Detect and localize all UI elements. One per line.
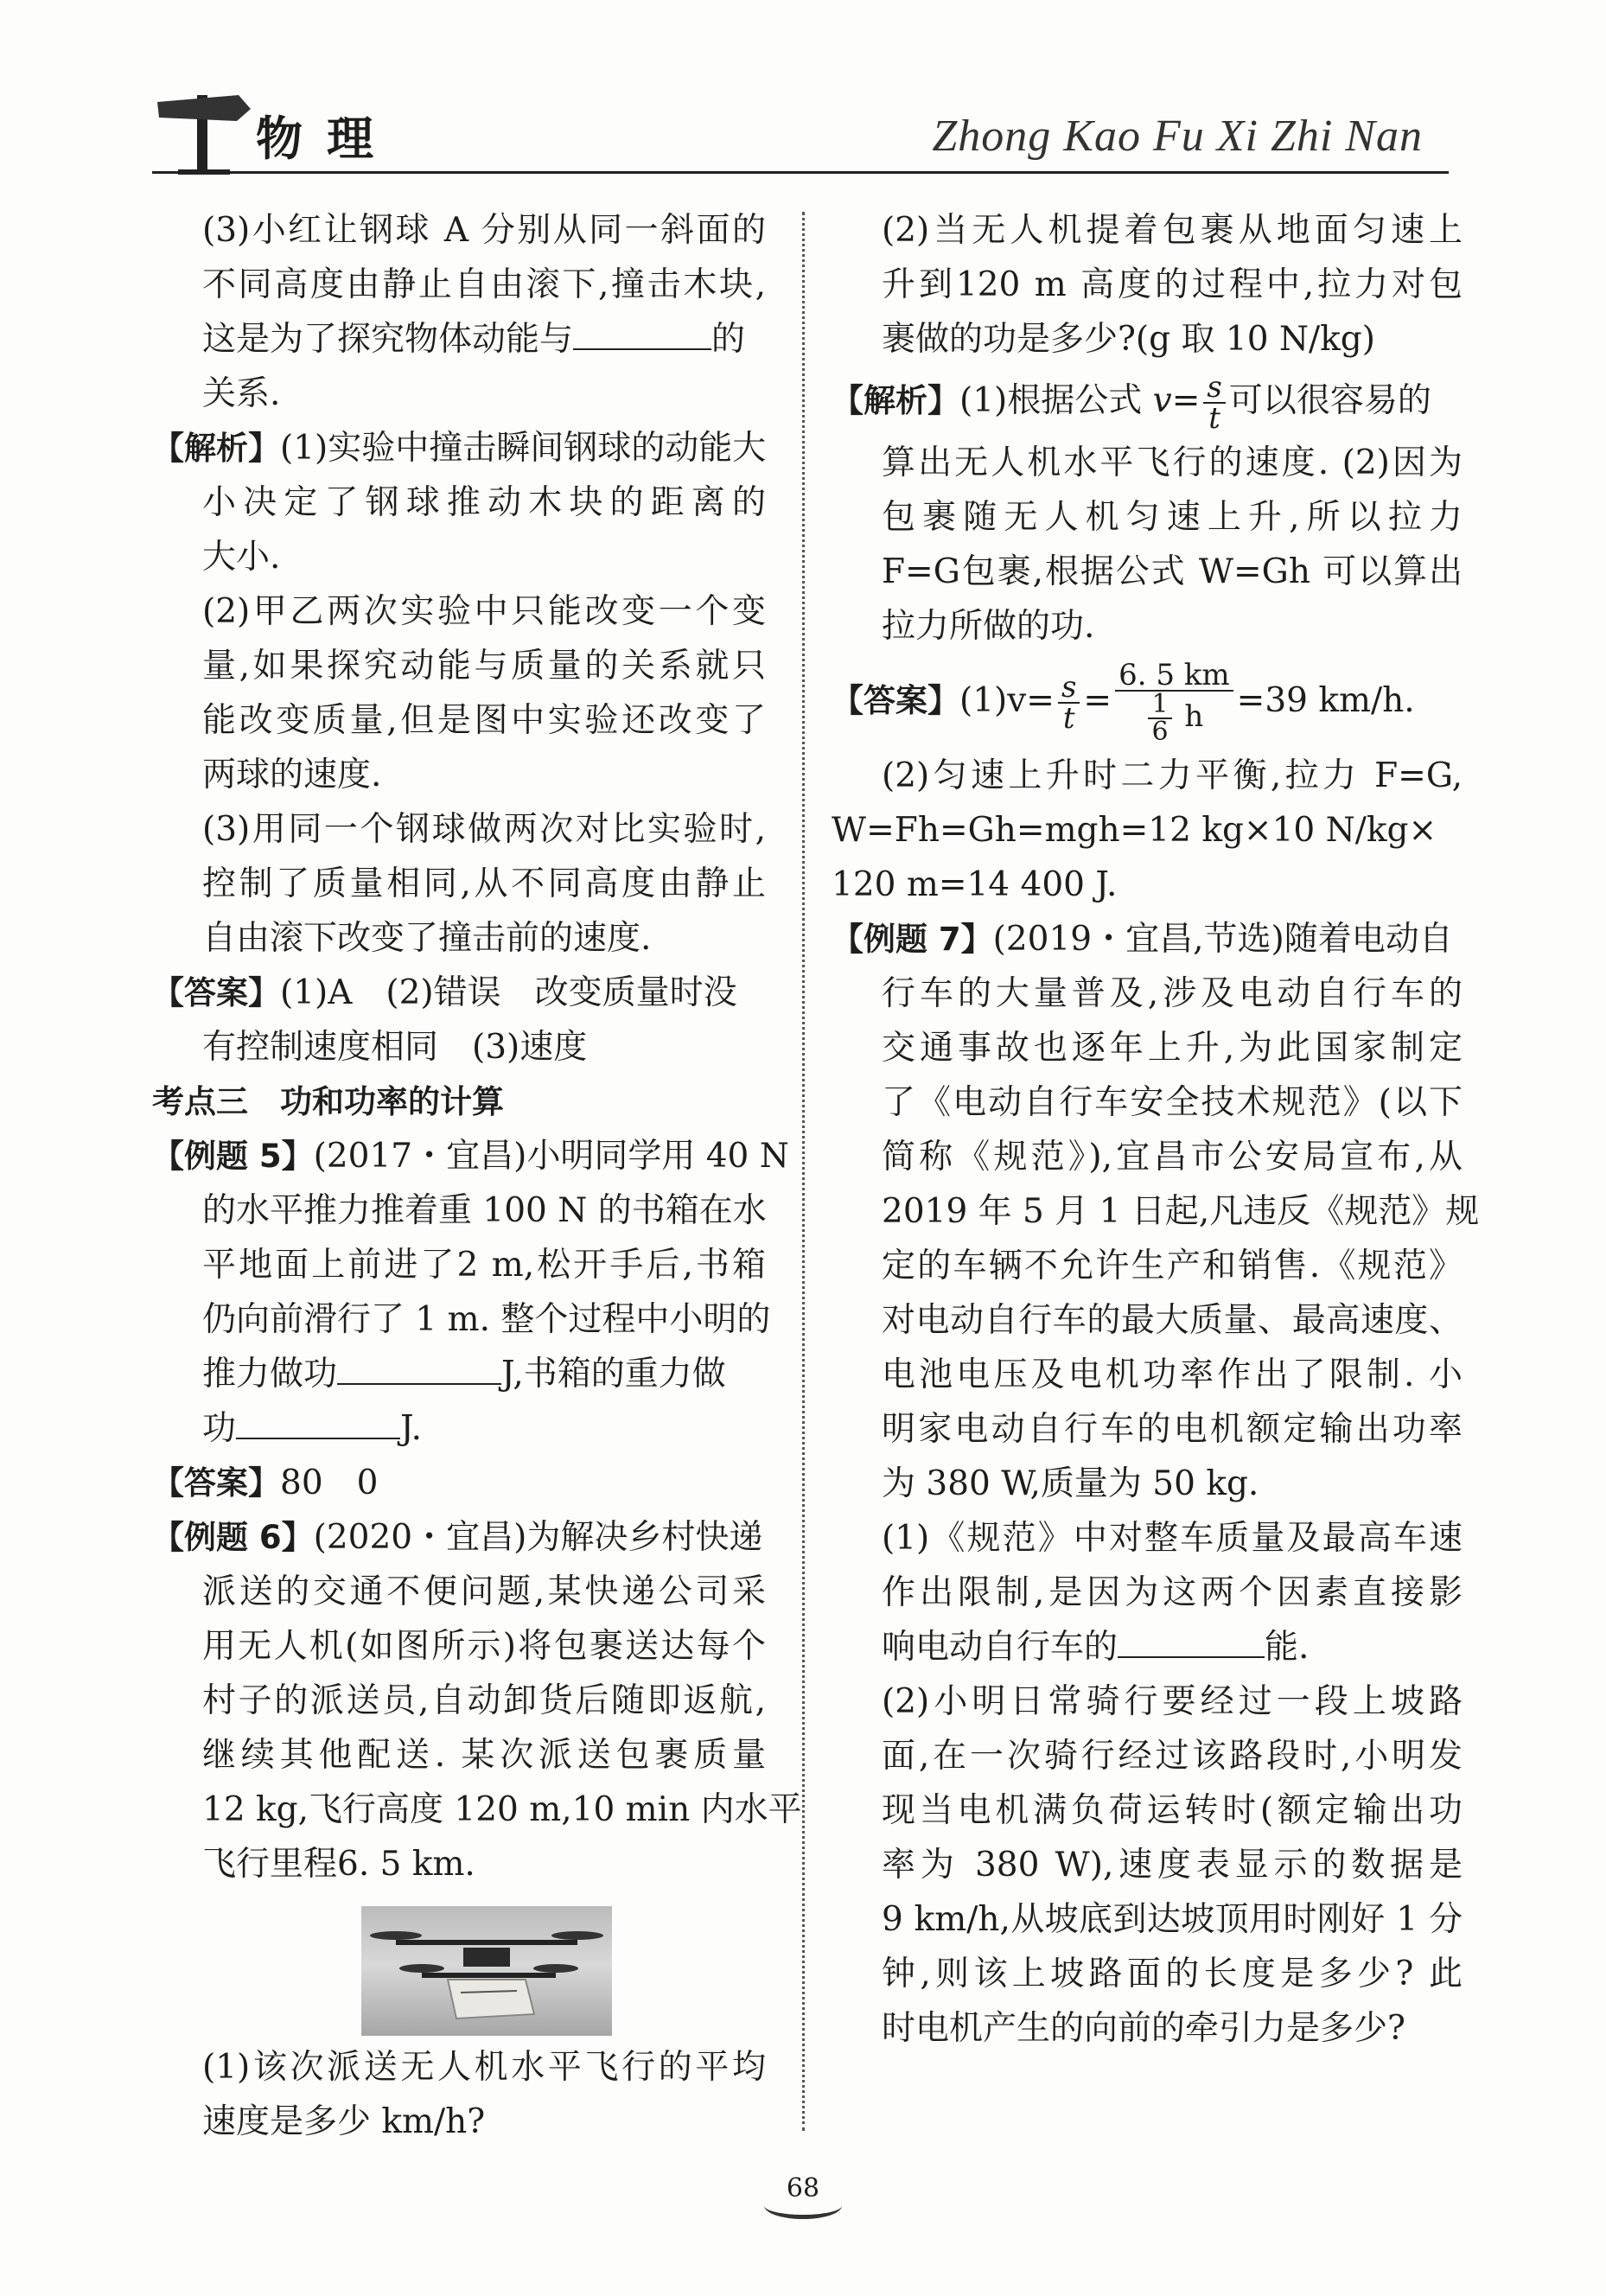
text-line: (2)甲乙两次实验中只能改变一个变: [202, 592, 766, 631]
left-column: [152, 203, 802, 2149]
text-line: 的水平推力推着重 100 N 的书箱在水: [202, 1191, 767, 1230]
text-line: 能改变质量,但是图中实验还改变了: [202, 701, 766, 740]
text-line: (1)《规范》中对整车质量及最高车速: [882, 1519, 1463, 1558]
analysis-tag: 【解析】: [832, 382, 959, 419]
text-line: 算出无人机水平飞行的速度. (2)因为: [882, 443, 1463, 482]
text-line: (2)当无人机提着包裹从地面匀速上: [882, 211, 1463, 250]
text-line: 平地面上前进了2 m,松开手后,书箱: [202, 1246, 766, 1285]
formula-fraction: 6. 5 km $\frac{1}{6}$ h: [1115, 660, 1233, 745]
text-line: 控制了质量相同,从不同高度由静止: [202, 864, 766, 903]
text-line: 关系.: [202, 374, 281, 413]
text-line: 功 J.: [152, 1401, 766, 1456]
text-line: 裹做的功是多少?(g 取 10 N/kg): [882, 320, 1375, 359]
answer-tag: 【答案】: [152, 974, 280, 1011]
text-line: 仍向前滑行了 1 m. 整个过程中小明的: [202, 1300, 771, 1339]
text-line: (3)小红让钢球 A 分别从同一斜面的: [202, 211, 766, 250]
page-number: 68: [755, 2170, 851, 2222]
text-line: 现当电机满负荷运转时(额定输出功: [882, 1791, 1463, 1830]
text-line: (2)小明日常骑行要经过一段上坡路: [882, 1682, 1463, 1721]
text-line: 用无人机(如图所示)将包裹送达每个: [202, 1627, 766, 1666]
answer-blank: [337, 1349, 501, 1385]
text-line: 电池电压及电机功率作出了限制. 小: [882, 1355, 1463, 1394]
section-heading: 考点三 功和功率的计算: [152, 1083, 504, 1120]
text-line: 速度是多少 km/h?: [202, 2102, 486, 2141]
answer-line: 【答案】(1)v= $\frac{s}{t}$ = 6. 5 km $\frac{1}{6}$ h =39 km/h.: [832, 658, 1415, 747]
text-line: 村子的派送员,自动卸货后随即返航,: [202, 1681, 766, 1720]
page-number-ornament: [764, 2192, 842, 2219]
series-title: Zhong Kao Fu Xi Zhi Nan: [932, 112, 1423, 161]
example-tag: 【例题 6】: [152, 1519, 314, 1556]
column-divider: [802, 212, 805, 2131]
signpost-icon: [152, 83, 256, 178]
example-tag: 【例题 7】: [832, 921, 993, 958]
text-line: 钟,则该上坡路面的长度是多少? 此: [882, 1955, 1463, 1993]
right-column: [832, 203, 1480, 2056]
analysis-line: 【解析】(1)根据公式 v= $\frac{s}{t}$ 可以很容易的: [832, 370, 1431, 436]
text-line: 这是为了探究物体动能与 的: [152, 312, 766, 367]
formula-fraction: $\frac{s}{t}$: [1203, 373, 1225, 433]
text-line: 为 380 W,质量为 50 kg.: [882, 1464, 1259, 1503]
text-line: 大小.: [202, 538, 281, 577]
text-line: 不同高度由静止自由滚下,撞击木块,: [202, 265, 766, 304]
text-line: 行车的大量普及,涉及电动自行车的: [882, 974, 1463, 1013]
text-line: 2019 年 5 月 1 日起,凡违反《规范》规: [882, 1192, 1480, 1231]
answer-line: 【答案】80 0: [152, 1464, 379, 1502]
text-line: F=G包裹,根据公式 W=Gh 可以算出: [882, 552, 1463, 591]
page-header: [152, 83, 1449, 178]
text-line: 包裹随无人机匀速上升,所以拉力: [882, 498, 1463, 537]
answer-blank: [236, 1403, 400, 1439]
text-line: 量,如果探究动能与质量的关系就只: [202, 647, 766, 686]
text-line: 继续其他配送. 某次派送包裹质量: [202, 1736, 766, 1775]
subject-title: 物理: [256, 112, 398, 166]
text-line: 交通事故也逐年上升,为此国家制定: [882, 1029, 1463, 1068]
text-line: 120 m=14 400 J.: [832, 865, 1118, 904]
text-line: 作出限制,是因为这两个因素直接影: [882, 1573, 1463, 1612]
analysis-line: 【解析】(1)实验中撞击瞬间钢球的动能大: [152, 429, 767, 468]
answer-line: 【答案】(1)A (2)错误 改变质量时没: [152, 973, 737, 1012]
example-line: 【例题 7】(2019・宜昌,节选)随着电动自: [832, 920, 1453, 959]
text-line: 两球的速度.: [202, 756, 382, 794]
text-line: 了《电动自行车安全技术规范》(以下: [882, 1083, 1463, 1122]
text-line: 12 kg,飞行高度 120 m,10 min 内水平: [202, 1790, 802, 1829]
text-line: 对电动自行车的最大质量、最高速度、: [882, 1301, 1463, 1340]
text-line: 定的车辆不允许生产和销售.《规范》: [882, 1247, 1463, 1285]
text-line: (2)匀速上升时二力平衡,拉力 F=G,: [882, 756, 1463, 795]
analysis-tag: 【解析】: [152, 430, 280, 467]
answer-blank: [573, 314, 711, 350]
text-line: (3)用同一个钢球做两次对比实验时,: [202, 810, 766, 849]
answer-blank: [1118, 1622, 1265, 1658]
header-rule: [152, 171, 1449, 174]
text-line: 小决定了钢球推动木块的距离的: [202, 483, 766, 522]
text-line: 自由滚下改变了撞击前的速度.: [202, 919, 652, 958]
text-line: 时电机产生的向前的牵引力是多少?: [882, 2009, 1405, 2048]
text-line: (1)该次派送无人机水平飞行的平均: [202, 2048, 766, 2087]
text-line: 明家电动自行车的电机额定输出功率: [882, 1410, 1463, 1449]
text-line: 派送的交通不便问题,某快递公司采: [202, 1572, 766, 1611]
text-line: 推力做功 J,书箱的重力做: [152, 1347, 766, 1401]
answer-tag: 【答案】: [832, 682, 959, 719]
text-line: 面,在一次骑行经过该路段时,小明发: [882, 1737, 1463, 1776]
text-line: 有控制速度相同 (3)速度: [202, 1028, 588, 1067]
text-line: 响电动自行车的 能.: [832, 1620, 1463, 1674]
example-line: 【例题 5】(2017・宜昌)小明同学用 40 N: [152, 1137, 789, 1176]
text-line: 简称《规范》),宜昌市公安局宣布,从: [882, 1138, 1463, 1177]
text-line: 飞行里程6. 5 km.: [202, 1845, 475, 1884]
text-line: W=Fh=Gh=mgh=12 kg×10 N/kg×: [832, 811, 1437, 850]
example-line: 【例题 6】(2020・宜昌)为解决乡村快递: [152, 1518, 763, 1557]
formula-fraction: $\frac{s}{t}$: [1058, 673, 1080, 733]
answer-tag: 【答案】: [152, 1464, 280, 1502]
example-tag: 【例题 5】: [152, 1138, 314, 1175]
text-line: 升到120 m 高度的过程中,拉力对包: [882, 265, 1463, 304]
text-line: 率为 380 W),速度表显示的数据是: [882, 1846, 1463, 1885]
text-line: 拉力所做的功.: [882, 607, 1095, 646]
drone-photo: [361, 1906, 612, 2036]
text-line: 9 km/h,从坡底到达坡顶用时刚好 1 分: [882, 1900, 1463, 1939]
